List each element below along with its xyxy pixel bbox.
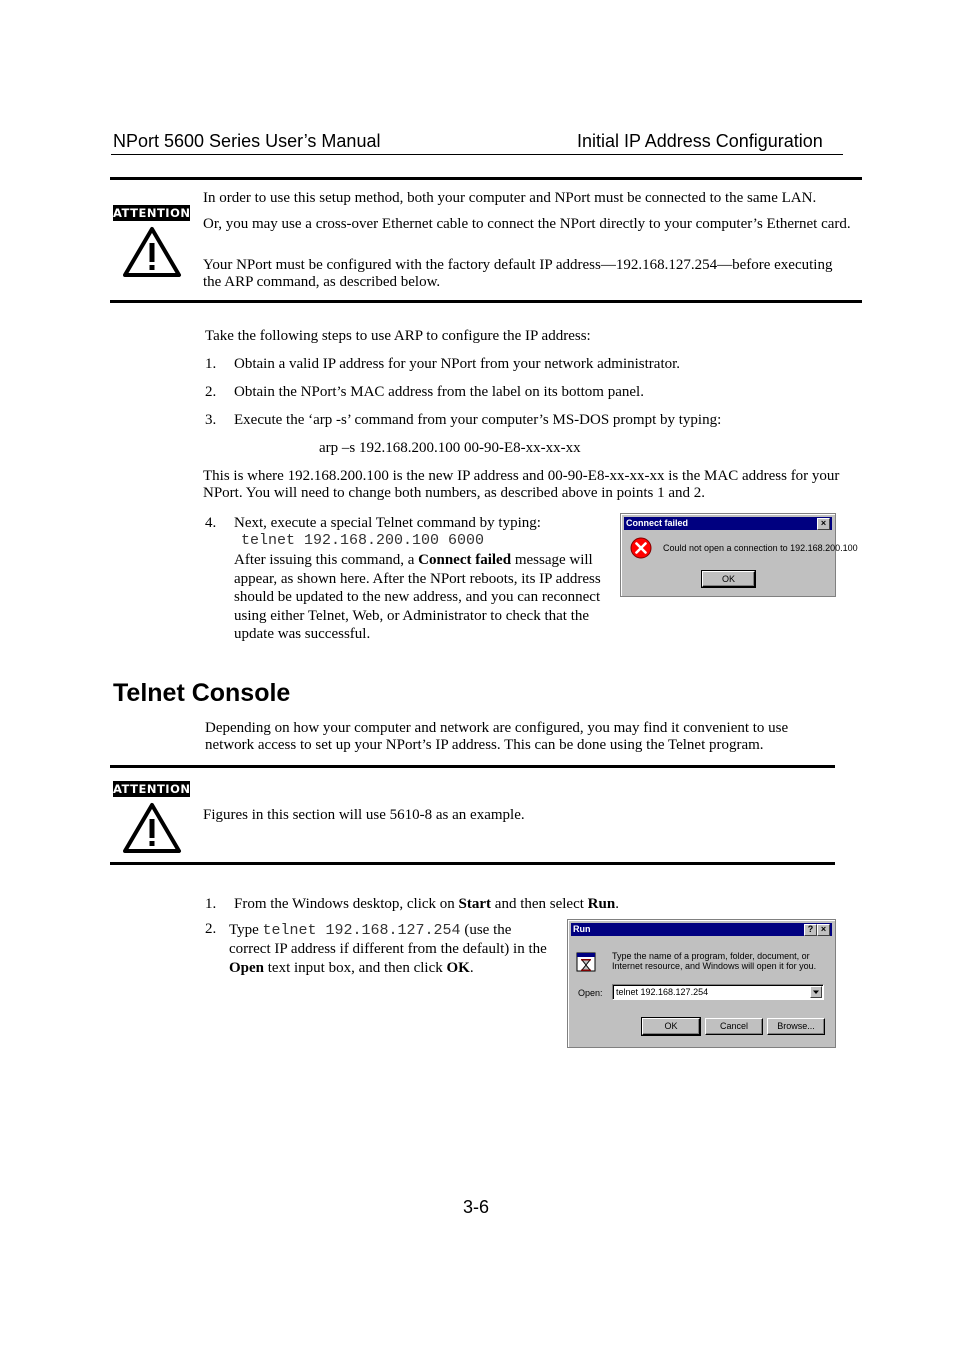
help-icon[interactable]: ? <box>804 924 817 936</box>
page-number: 3-6 <box>463 1197 490 1217</box>
arp-step4-line1: Next, execute a special Telnet command by typing: <box>234 515 541 531</box>
telnet-step2-num: 2. <box>205 921 217 937</box>
arp-explain: This is where 192.168.200.100 is the new IP address and 00-90-E8-xx-xx-xx is the MAC address for your NPort. You will need to change both numbers, as described above in points 1 and 2. <box>203 468 840 501</box>
warning-triangle-icon <box>122 226 182 278</box>
arp-step4-code: telnet 192.168.200.100 6000 <box>241 532 485 549</box>
attention1-p3: Your NPort must be configured with the factory default IP address—192.168.127.254—before executing the ARP command, as described below. <box>203 257 833 290</box>
run-title: Run <box>573 924 591 934</box>
open-input[interactable] <box>612 984 824 1000</box>
run-dialog <box>567 919 836 1048</box>
attention1-p2: Or, you may use a cross-over Ethernet cable to connect the NPort directly to your computer’s Ethernet card. <box>203 216 851 232</box>
run-program-icon <box>576 950 598 974</box>
attention2-badge: ATTENTION <box>113 782 191 796</box>
error-icon <box>630 537 652 559</box>
arp-step2-num: 2. <box>205 384 217 400</box>
attention1-bottom-rule <box>110 300 862 303</box>
arp-step1-num: 1. <box>205 356 217 372</box>
run-message: Type the name of a program, folder, document, or Internet resource, and Windows will open it for you. <box>612 951 817 971</box>
attention1-p1: In order to use this setup method, both your computer and NPort must be connected to the same LAN. <box>203 190 817 206</box>
arp-step4-num: 4. <box>205 515 217 531</box>
arp-step1-text: Obtain a valid IP address for your NPort from your network administrator. <box>234 356 681 372</box>
arp-intro: Take the following steps to use ARP to configure the IP address: <box>205 328 591 344</box>
chevron-down-icon <box>811 987 821 997</box>
attention1-top-rule <box>110 177 862 180</box>
arp-step2-text: Obtain the NPort’s MAC address from the label on its bottom panel. <box>234 384 644 400</box>
run-title-bar <box>571 923 832 936</box>
connect-failed-title-bar <box>624 517 832 530</box>
telnet-step2-text: Type telnet 192.168.127.254 (use the correct IP address if different from the default) in the Open text input box, and then click OK. <box>229 922 547 976</box>
header-left: NPort 5600 Series User’s Manual <box>113 131 381 151</box>
close-icon[interactable]: × <box>817 518 830 530</box>
connect-failed-title: Connect failed <box>626 518 689 528</box>
connect-failed-message: Could not open a connection to 192.168.200.100 <box>663 543 858 553</box>
open-dropdown-button[interactable] <box>810 986 822 998</box>
browse-button[interactable]: Browse... <box>767 1018 825 1035</box>
telnet-step1-text: From the Windows desktop, click on Start and then select Run. <box>234 896 619 912</box>
ok-button[interactable]: OK <box>702 571 755 587</box>
open-label: Open: <box>578 988 603 998</box>
arp-command: arp –s 192.168.200.100 00-90-E8-xx-xx-xx <box>319 440 581 456</box>
header-right: Initial IP Address Configuration <box>577 131 823 151</box>
attention2-bottom-rule <box>110 862 835 865</box>
telnet-step1-num: 1. <box>205 896 217 912</box>
close-icon[interactable]: × <box>817 924 830 936</box>
cancel-button[interactable]: Cancel <box>705 1018 763 1035</box>
section-heading: Telnet Console <box>113 679 291 707</box>
telnet-intro: Depending on how your computer and network are configured, you may find it convenient to use network access to set up your NPort’s IP address. This can be done using the Telnet program. <box>205 720 789 753</box>
attention2-top-rule <box>110 765 835 768</box>
attention1-badge: ATTENTION <box>113 206 191 220</box>
ok-button[interactable]: OK <box>642 1018 700 1035</box>
open-input-value: telnet 192.168.127.254 <box>616 987 709 997</box>
attention2-text: Figures in this section will use 5610-8 as an example. <box>203 807 525 823</box>
arp-step4-body: After issuing this command, a Connect failed message will appear, as shown here. After the NPort reboots, its IP address should be updated to the new address, and you can reconnect using either Telnet, Web, or Administrator to check that the update was successful. <box>234 552 601 642</box>
arp-step3-num: 3. <box>205 412 217 428</box>
header-rule <box>111 154 843 155</box>
connect-failed-dialog <box>620 513 858 597</box>
arp-step3-text: Execute the ‘arp -s’ command from your computer’s MS-DOS prompt by typing: <box>234 412 722 428</box>
warning-triangle-icon <box>122 802 182 854</box>
